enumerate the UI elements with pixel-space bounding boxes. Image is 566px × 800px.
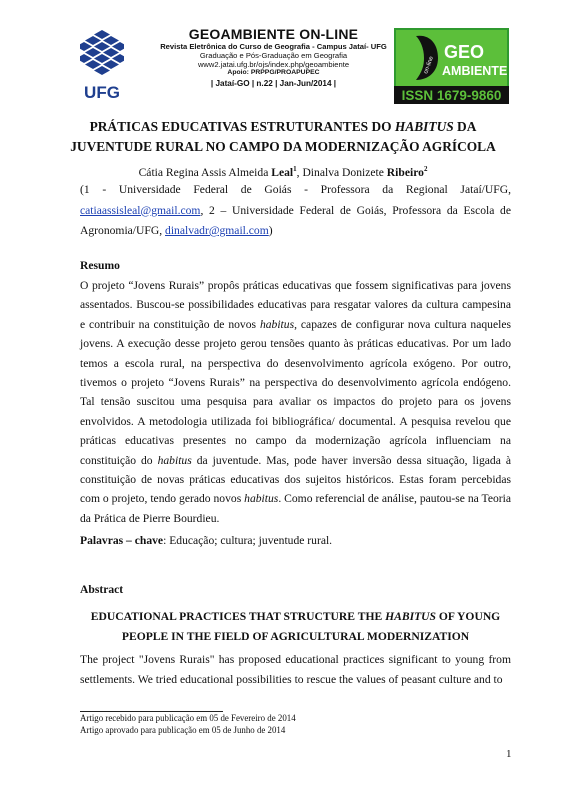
resumo-part: da juventude. Mas, pode haver inversão dessa situação, ligada à constituição de novas práticas educativas dos sujeitos históricos. Estas foram percebidas com o projeto, tendo gerado novos xyxy=(80,453,511,506)
resumo-habitus: habitus xyxy=(259,317,295,331)
resumo-heading: Resumo xyxy=(80,259,120,272)
ufg-logo-text: UFG xyxy=(84,83,120,102)
journal-issue: | Jataí-GO | n.22 | Jan-Jun/2014 | xyxy=(210,79,337,88)
geo-logo-geo: GEO xyxy=(444,42,485,62)
title-en-habitus: HABITUS xyxy=(385,610,437,623)
article-title-pt xyxy=(40,117,526,157)
page-number: 1 xyxy=(506,748,512,760)
geoambiente-logo xyxy=(394,28,509,104)
resumo-habitus: habitus xyxy=(157,453,192,467)
author1-surname: Leal xyxy=(271,165,294,179)
keywords-label: Palavras – chave xyxy=(80,534,164,547)
resumo-text xyxy=(80,276,511,528)
title-en-part: OF YOUNG xyxy=(436,610,501,623)
affiliation-2: , 2 – Universidade Federal de Goiás, Professora da Escola de Agronomia/UFG, xyxy=(80,203,511,237)
affiliation-close: ) xyxy=(268,224,273,237)
journal-title: GEOAMBIENTE ON-LINE xyxy=(188,26,359,42)
author2-footnote-mark: 2 xyxy=(423,165,428,173)
geo-logo-ambiente: AMBIENTE xyxy=(442,64,508,78)
footnote-divider xyxy=(80,711,223,712)
title-en-line2: PEOPLE IN THE FIELD OF AGRICULTURAL MODERNIZATION xyxy=(121,630,470,643)
keywords-list: : Educação; cultura; juventude rural. xyxy=(163,534,333,547)
resumo-habitus: habitus xyxy=(244,492,279,506)
abstract-text: The project "Jovens Rurais" has proposed educational practices significant to young from settlements. We tried educational possibilities to rescue the values of peasant culture and to xyxy=(80,653,511,686)
affiliations xyxy=(80,180,511,242)
footnote-approved: Artigo aprovado para publicação em 05 de Junho de 2014 xyxy=(80,724,286,735)
title-en-part: EDUCATIONAL PRACTICES THAT STRUCTURE THE xyxy=(90,610,386,623)
author1-footnote-mark: 1 xyxy=(293,165,297,173)
keywords xyxy=(80,534,511,547)
resumo-part: , capazes de configurar nova cultura naqueles jovens. A execução desse projeto gerou tensões quanto às práticas educativas. Por um lado temos a escola rural, na perspectiva do desenvolvimento agrícola exógeno. Por outro, tivemos o projeto “Jovens Rurais” na perspectiva do desenvolvimento agrícola endógeno. Tal tensão suscitou uma pesquisa para avaliar os impactos do projeto para os jovens envolvidos. A metodologia utilizada foi bibliográfica/ documental. A pesquisa revelou que práticas educativas presentes no campo da modernização agrícola influenciam na constituição do xyxy=(80,317,511,467)
author2-surname: Ribeiro xyxy=(386,165,424,179)
geo-logo-online: on-line xyxy=(423,55,436,75)
affiliation-1: (1 - Universidade Federal de Goiás - Professora da Regional Jataí/UFG, xyxy=(80,183,511,196)
author1-name: Cátia Regina Assis Almeida xyxy=(138,165,272,179)
footnotes xyxy=(80,713,296,736)
title-pt-part: PRÁTICAS EDUCATIVAS ESTRUTURANTES DO xyxy=(89,119,395,134)
authors xyxy=(40,161,526,181)
geo-logo-issn: ISSN 1679-9860 xyxy=(401,88,502,103)
resumo-part: . Como referencial de análise, pautou-se na Teoria da Prática de Pierre Bourdieu. xyxy=(80,492,511,525)
resumo-part: O projeto “Jovens Rurais” propôs práticas educativas que fossem significativas para jovens assentados. Buscou-se possibilidades educativas para resgatar valores da cultura campesina e contribuir na constituição de novos xyxy=(80,279,511,331)
title-pt-part: DA xyxy=(453,119,477,134)
author2-name: , Dinalva Donizete xyxy=(296,165,387,179)
journal-url: www2.jatai.ufg.br/ojs/index.php/geoambiente xyxy=(197,60,350,69)
email-link-author2[interactable]: dinalvadr@gmail.com xyxy=(165,224,269,237)
journal-header xyxy=(80,26,509,108)
abstract-heading: Abstract xyxy=(80,583,124,596)
title-pt-line2: JUVENTUDE RURAL NO CAMPO DA MODERNIZAÇÃO AGRÍCOLA xyxy=(70,139,496,154)
journal-info xyxy=(116,26,431,89)
title-pt-habitus: HABITUS xyxy=(394,119,454,134)
journal-subtitle: Revista Eletrônica do Curso de Geografia - Campus Jataí- UFG xyxy=(160,42,387,51)
journal-program: Graduação e Pós-Graduação em Geografia xyxy=(199,51,348,60)
email-link-author1[interactable]: catiaassisleal@gmail.com xyxy=(80,203,201,217)
journal-support: Apoio: PRPPG/PROAPUPEC xyxy=(227,69,320,76)
article-title-en xyxy=(80,607,511,647)
footnote-received: Artigo recebido para publicação em 05 de Fevereiro de 2014 xyxy=(80,713,296,723)
